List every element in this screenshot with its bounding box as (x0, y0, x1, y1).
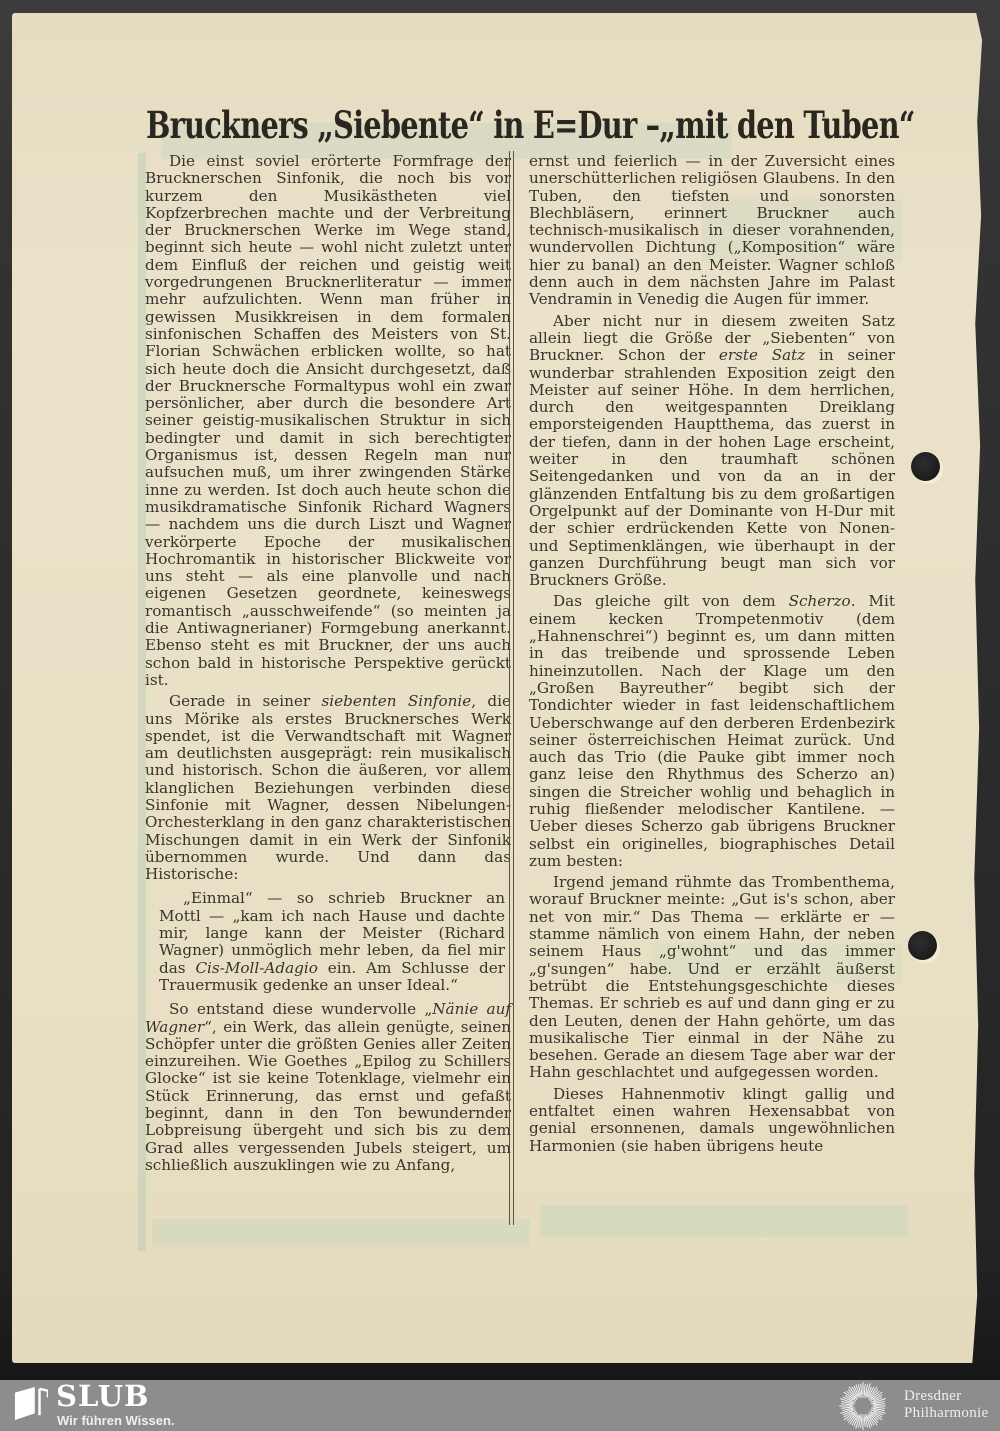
slub-tagline: Wir führen Wissen. (57, 1413, 175, 1428)
slub-book-icon (14, 1385, 48, 1421)
starburst-icon (838, 1381, 888, 1431)
paragraph: Die einst soviel erörterte Formfrage der Brucknerschen Sinfonik, die noch bis vor kurzem den Musikästheten viel Kopfzerbrechen machte und der Verbreitung der Brucknerschen Werke im Wege stand, beginnt sich heute — wohl nicht zuletzt unter dem Einfluß der reichen und geistig weit vorgedrungenen Brucknerliteratur — immer mehr aufzulichten. Wenn man früher in gewissen Musikkreisen in dem formalen sinfonischen Schaffen des Meisters von St. Florian Schwächen erblicken wollte, so hat sich heute doch die Ansicht durchgesetzt, daß der Brucknersche Formaltypus wohl ein zwar persönlicher, aber durch die besondere Art seiner geistig-musikalischen Struktur in sich bedingter und damit in sich berechtigter Organismus ist, dessen Regeln man nur aufsuchen muß, um ihrer zwingenden Stärke inne zu werden. Ist doch auch heute schon die musikdramatische Sinfonik Richard Wagners — nachdem uns die durch Liszt und Wagner verkörperte Epoche der musikalischen Hochromantik in historischer Blickweite vor uns steht — als eine planvolle und nach eigenen Gesetzen geordnete, keineswegs romantisch „ausschweifende“ (so meinten ja die Antiwagnerianer) Formgebung anerkannt. Ebenso steht es mit Bruckner, der uns auch schon bald in historische Perspektive gerückt ist. (145, 152, 511, 689)
partner-name-line2: Philharmonie (904, 1405, 989, 1421)
punch-hole-top (911, 452, 940, 481)
paragraph: Gerade in seiner siebenten Sinfonie, die uns Mörike als erstes Brucknersches Werk spendet, ist die Verwandtschaft mit Wagner am deutlichsten ausgeprägt: rein musikalisch und historisch. Schon die äußeren, vor allem klanglichen Beziehungen verbinden diese Sinfonie mit Wagner, dessen Nibelungen-Orchesterklang in den ganz charakteristischen Mischungen damit in ein Werk der Sinfonik übernommen wurde. Und dann das Historische: (145, 692, 512, 884)
article-column-right (529, 153, 895, 1159)
column-divider-rule (509, 151, 514, 1225)
paragraph: Irgend jemand rühmte das Trombenthema, worauf Bruckner meinte: „Gut is's schon, aber net von mir.“ Das Thema — erklärte er — stamme nämlich von einem Hahn, der neben seinem Haus „g'wohnt“ und das immer „g'sungen“ habe. Und er erzählt äußerst betrübt die Entstehungsgeschichte dieses Themas. Er schrieb es auf und dann ging er zu den Leuten, denen der Hahn gehörte, um das musikalische Tier einmal in der Nähe zu besehen. Gerade an diesem Tage aber war der Hahn geschlachtet und aufgegessen worden. (529, 873, 895, 1082)
viewer-footer-bar (0, 1380, 1000, 1431)
paragraph: ernst und feierlich — in der Zuversicht eines unerschütterlichen religiösen Glaubens. In den Tuben, den tiefsten und sonorsten Blechbläsern, erinnert Bruckner auch technisch-musikalisch in dieser vorahnenden, wundervollen Dichtung („Komposition“ wäre hier zu banal) an den Meister. Wagner schloß denn auch in dem nächsten Jahre im Palast Vendramin in Venedig die Augen für immer. (529, 152, 895, 309)
slub-wordmark: SLUB (56, 1379, 150, 1413)
dresdner-philharmonie-logo[interactable] (838, 1380, 998, 1431)
paragraph: So entstand diese wundervolle „Nänie auf Wagner“, ein Werk, das allein genügte, seinen Schöpfer unter die größten Genies aller Zeiten einzureihen. Wie Goethes „Epilog zu Schillers Glocke“ ist sie keine Totenklage, vielmehr ein Stück Erinnerung, das ernst und gefaßt beginnt, dann in den Ton bewundernder Lobpreisung übergeht und sich bis zu dem Grad alles vergessenden Jubels steigert, um schließlich auszuklingen wie zu Anfang, (145, 1000, 511, 1174)
scan-artifact (152, 1219, 530, 1245)
paragraph: Das gleiche gilt von dem Scherzo. Mit einem kecken Trompetenmotiv (dem „Hahnenschrei“) beginnt es, um dann mitten in das treibende und sprossende Leben hineinzutollen. Nach der Klage um den „Großen Bayreuther“ begibt sich der Tondichter wieder in fast leidenschaftlichem Ueberschwange auf den derberen Erdenbezirk seiner österreichischen Heimat zurück. Und auch das Trio (die Pauke gibt immer noch ganz leise den Rhythmus des Scherzo an) singen die Streicher wohlig und behaglich in ruhig fließender melodischer Kantilene. — Ueber dieses Scherzo gab übrigens Bruckner selbst ein originelles, biographisches Detail zum besten: (529, 592, 895, 870)
article-column-left (145, 153, 511, 1178)
paragraph: Dieses Hahnenmotiv klingt gallig und entfaltet einen wahren Hexensabbat von genial ersonnenen, damals ungewöhnlichen Harmonien (sie haben übrigens heute (529, 1084, 895, 1155)
punch-hole-bottom (908, 931, 937, 960)
page-title: Bruckners „Siebente“ in E=Dur –„mit den Tuben“ (146, 103, 915, 147)
partner-wordmark (904, 1388, 988, 1422)
blockquote-paragraph: „Einmal“ — so schrieb Bruckner an Mottl — „kam ich nach Hause und dachte mir, lange kann der Meister (Richard Wagner) unmöglich mehr leben, da fiel mir das Cis-Moll-Adagio ein. Am Schlusse der Trauermusik gedenke an unser Ideal.“ (159, 889, 505, 994)
paragraph: Aber nicht nur in diesem zweiten Satz allein liegt die Größe der „Siebenten“ von Bruckner. Schon der erste Satz in seiner wunderbar strahlenden Exposition zeigt den Meister auf seiner Höhe. In dem herrlichen, durch den weitgespannten Dreiklang emporsteigenden Hauptthema, das zuerst in der tiefen, dann in der hohen Lage erscheint, weiter in den traumhaft schönen Seitengedanken und von da an in der glänzenden Entfaltung bis zu dem großartigen Orgelpunkt auf der Dominante von H-Dur mit der schier erdrückenden Kette von Nonen- und Septimenklängen, wie überhaupt in der ganzen Durchführung beugt man sich vor Bruckners Größe. (529, 311, 896, 590)
partner-name-line1: Dresdner (904, 1388, 962, 1404)
slub-logo[interactable] (14, 1379, 314, 1429)
scan-artifact (540, 1205, 908, 1237)
